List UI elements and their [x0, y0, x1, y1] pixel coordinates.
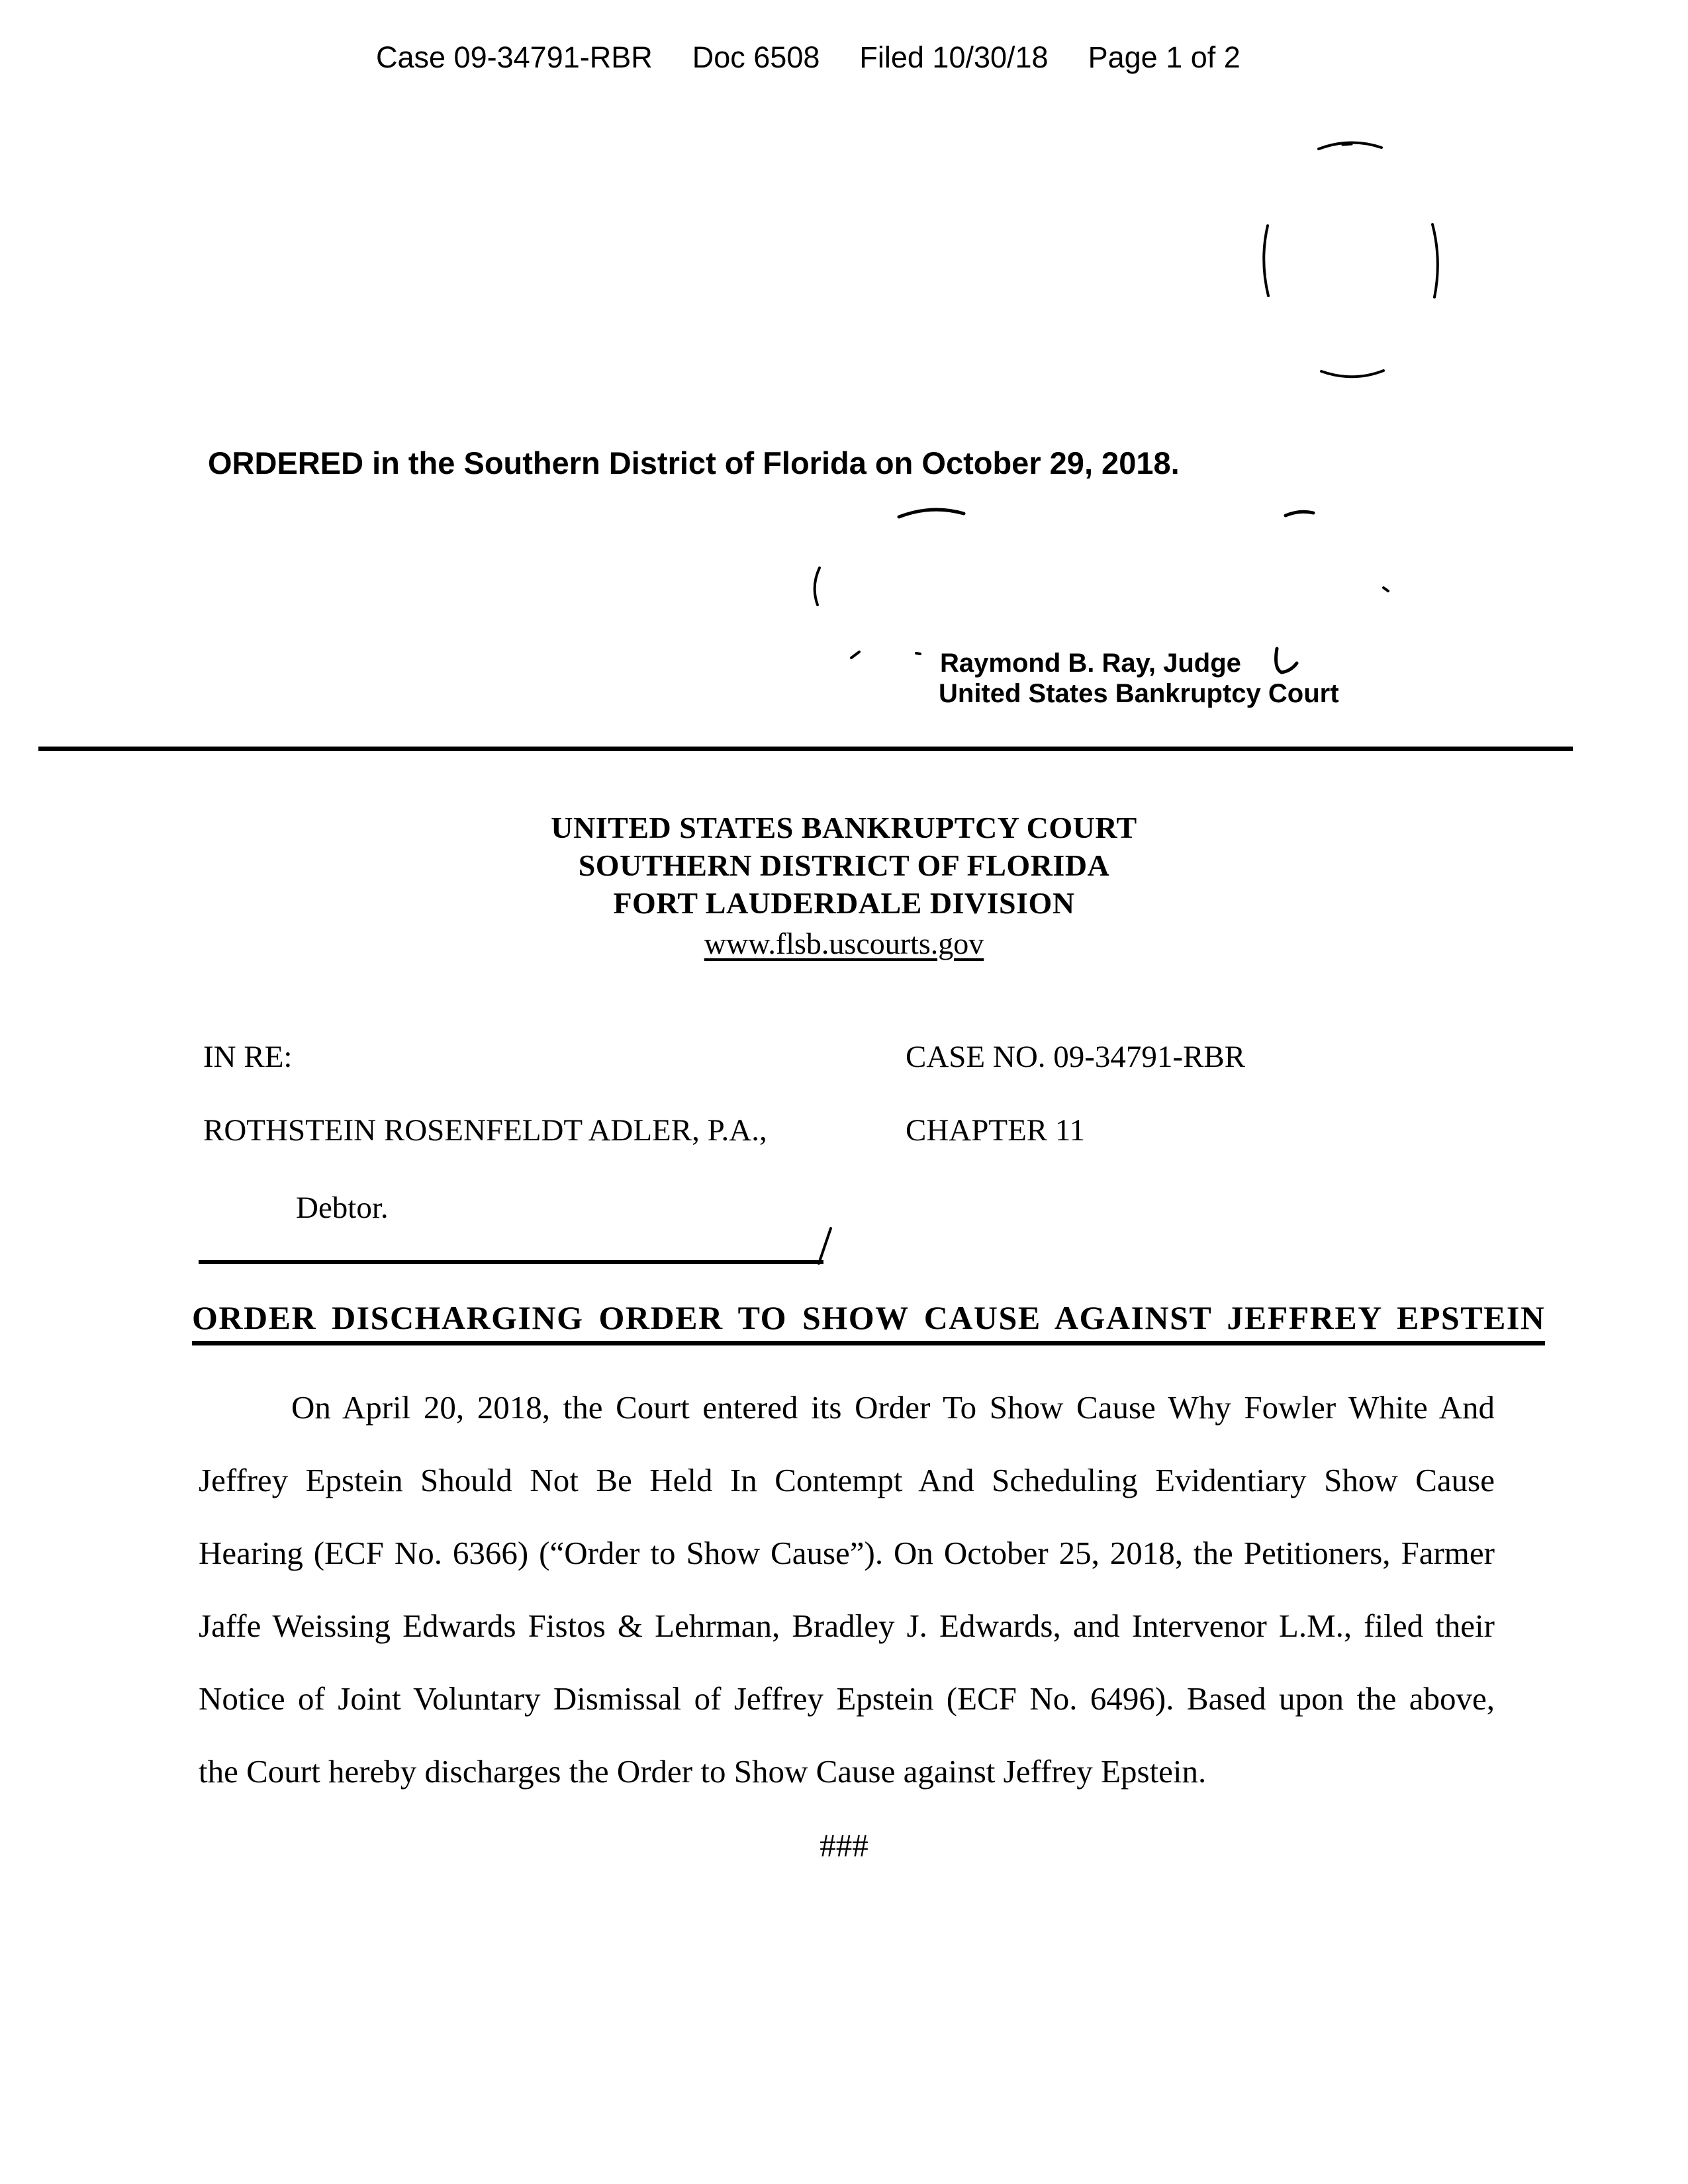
signature-arc-left: [899, 510, 964, 517]
body-line-3: Hearing (ECF No. 6366) (“Order to Show Cause”). On October 25, 2018, the Petitioners, Farmer: [199, 1535, 1495, 1571]
judge-name: Raymond B. Ray, Judge: [940, 649, 1241, 678]
judge-court: United States Bankruptcy Court: [939, 679, 1339, 708]
seal-left-arc: [1264, 226, 1268, 296]
signature-dot-right: [1383, 588, 1388, 591]
signature-dash-right: [1286, 512, 1313, 516]
body-line-2: Jeffrey Epstein Should Not Be Held In Contempt And Scheduling Evidentiary Show Cause: [199, 1462, 1495, 1498]
seal-right-arc: [1432, 224, 1438, 297]
ecf-filing-stamp: [376, 41, 1241, 74]
seal-top-arc: [1319, 142, 1382, 149]
stamp-page-number: Page 1 of 2: [1088, 40, 1241, 74]
seal-top-dash: [1342, 144, 1352, 145]
signature-dot-small: [916, 653, 920, 654]
caption-in-re: IN RE:: [203, 1040, 293, 1074]
order-title: ORDER DISCHARGING ORDER TO SHOW CAUSE AGAINST JEFFREY EPSTEIN: [192, 1298, 1545, 1345]
divider-rule: [38, 747, 1573, 751]
court-heading-line-1: UNITED STATES BANKRUPTCY COURT: [551, 811, 1137, 844]
ordered-banner: ORDERED in the Southern District of Florida on October 29, 2018.: [208, 445, 1180, 480]
body-line-6: the Court hereby discharges the Order to Show Cause against Jeffrey Epstein.: [199, 1753, 1207, 1790]
signature-curl: [1276, 649, 1297, 672]
body-line-5: Notice of Joint Voluntary Dismissal of Jeffrey Epstein (ECF No. 6496). Based upon the above,: [199, 1680, 1495, 1717]
signature-tick: [851, 652, 859, 658]
body-line-1: On April 20, 2018, the Court entered its Order To Show Cause Why Fowler White And: [291, 1389, 1495, 1426]
court-website-link: www.flsb.uscourts.gov: [704, 927, 984, 960]
caption-chapter: CHAPTER 11: [906, 1113, 1086, 1148]
stamp-doc-number: Doc 6508: [692, 40, 820, 74]
court-heading-line-3: FORT LAUDERDALE DIVISION: [613, 886, 1075, 920]
signature-paren-stroke: [815, 568, 820, 605]
caption-debtor-name: ROTHSTEIN ROSENFELDT ADLER, P.A.,: [203, 1113, 767, 1148]
caption-debtor-label: Debtor.: [296, 1191, 389, 1225]
stamp-filed-date: Filed 10/30/18: [859, 40, 1049, 74]
seal-bottom-arc: [1321, 371, 1383, 377]
body-line-4: Jaffe Weissing Edwards Fistos & Lehrman, Bradley J. Edwards, and Intervenor L.M., filed their: [199, 1608, 1495, 1644]
court-heading-line-2: SOUTHERN DISTRICT OF FLORIDA: [578, 848, 1110, 882]
order-title-wrap: [192, 1298, 1546, 1345]
end-mark: ###: [820, 1827, 868, 1864]
caption-slash: [819, 1228, 831, 1263]
caption-underline: [199, 1260, 823, 1264]
caption-case-number: CASE NO. 09-34791-RBR: [906, 1040, 1246, 1074]
stamp-case-number: Case 09-34791-RBR: [376, 40, 653, 74]
